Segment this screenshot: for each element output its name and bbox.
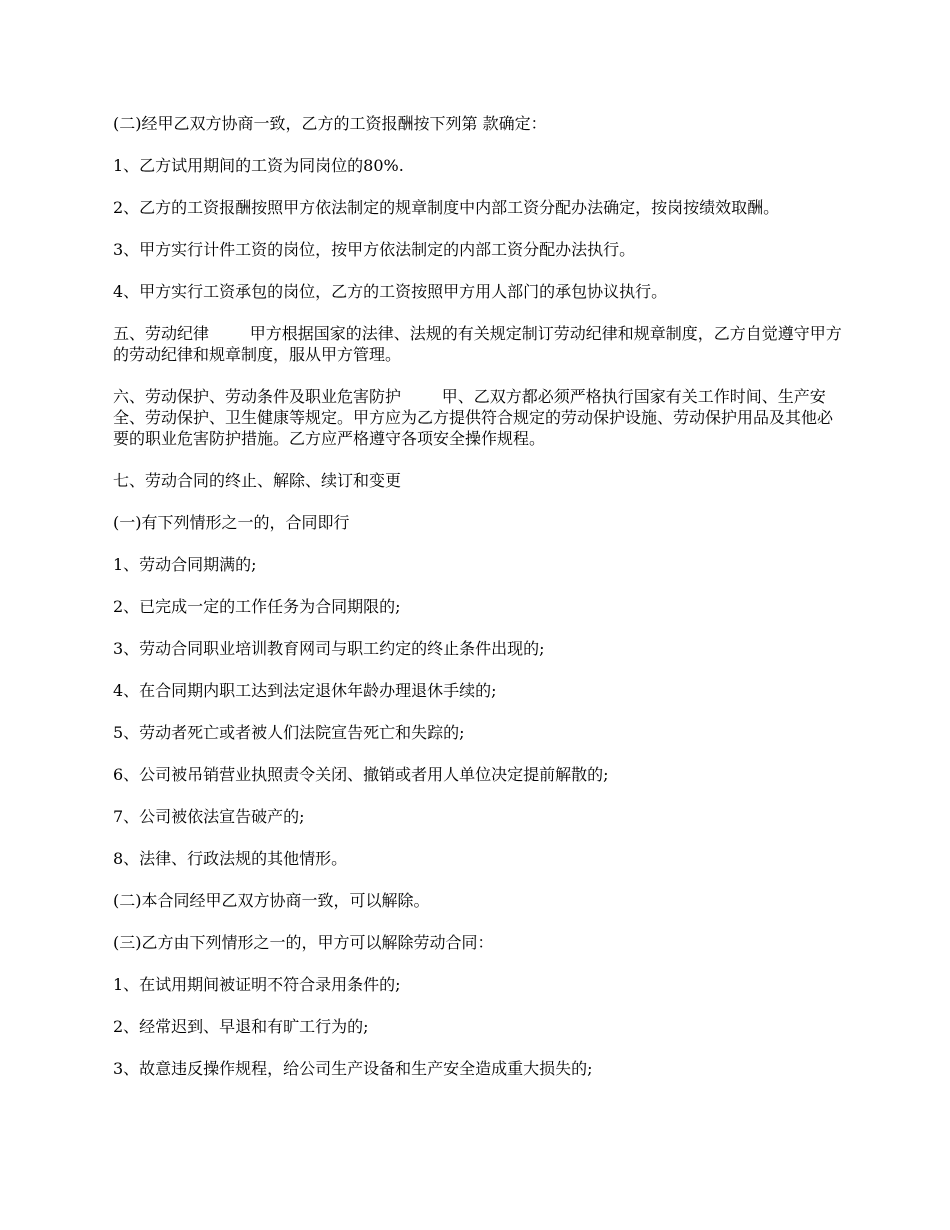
paragraph-salary-item-2: 2、乙方的工资报酬按照甲方依法制定的规章制度中内部工资分配办法确定，按岗按绩效取酬。 [113,198,780,217]
paragraph-termination-heading: (一)有下列情形之一的，合同即行 [113,513,350,532]
document-body [113,113,843,1100]
paragraph-salary-terms-heading: (二)经甲乙双方协商一致，乙方的工资报酬按下列第 款确定： [113,114,547,133]
paragraph-section-6-protection: 六、劳动保护、劳动条件及职业危害防护 甲、乙双方都必须严格执行国家有关工作时间、生产安全、劳动保护、卫生健康等规定。甲方应为乙方提供符合规定的劳动保护设施、劳动保护用品及其他必要的职业危害防护措施。乙方应严格遵守各项安全操作规程。 [113,387,834,448]
paragraph-salary-item-4: 4、甲方实行工资承包的岗位，乙方的工资按照甲方用人部门的承包协议执行。 [113,282,668,301]
paragraph-termination-item-6: 6、公司被吊销营业执照责令关闭、撤销或者用人单位决定提前解散的; [113,765,609,784]
paragraph-termination-item-4: 4、在合同期内职工达到法定退休年龄办理退休手续的; [113,681,497,700]
paragraph-mutual-dissolution: (二)本合同经甲乙双方协商一致，可以解除。 [113,891,430,910]
paragraph-termination-item-5: 5、劳动者死亡或者被人们法院宣告死亡和失踪的; [113,723,465,742]
paragraph-section-7-heading: 七、劳动合同的终止、解除、续订和变更 [113,471,402,490]
paragraph-salary-item-1: 1、乙方试用期间的工资为同岗位的80%. [113,156,404,175]
paragraph-dismissal-heading: (三)乙方由下列情形之一的，甲方可以解除劳动合同： [113,933,494,952]
paragraph-termination-item-2: 2、已完成一定的工作任务为合同期限的; [113,597,401,616]
paragraph-dismissal-item-3: 3、故意违反操作规程，给公司生产设备和生产安全造成重大损失的; [113,1059,593,1078]
paragraph-termination-item-3: 3、劳动合同职业培训教育网司与职工约定的终止条件出现的; [113,639,545,658]
paragraph-termination-item-8: 8、法律、行政法规的其他情形。 [113,849,348,868]
paragraph-termination-item-7: 7、公司被依法宣告破产的; [113,807,305,826]
paragraph-section-5-discipline: 五、劳动纪律 甲方根据国家的法律、法规的有关规定制订劳动纪律和规章制度，乙方自觉遵守甲方的劳动纪律和规章制度，服从甲方管理。 [113,324,842,364]
paragraph-dismissal-item-2: 2、经常迟到、早退和有旷工行为的; [113,1017,369,1036]
paragraph-salary-item-3: 3、甲方实行计件工资的岗位，按甲方依法制定的内部工资分配办法执行。 [113,240,636,259]
paragraph-dismissal-item-1: 1、在试用期间被证明不符合录用条件的; [113,975,401,994]
paragraph-termination-item-1: 1、劳动合同期满的; [113,555,257,574]
